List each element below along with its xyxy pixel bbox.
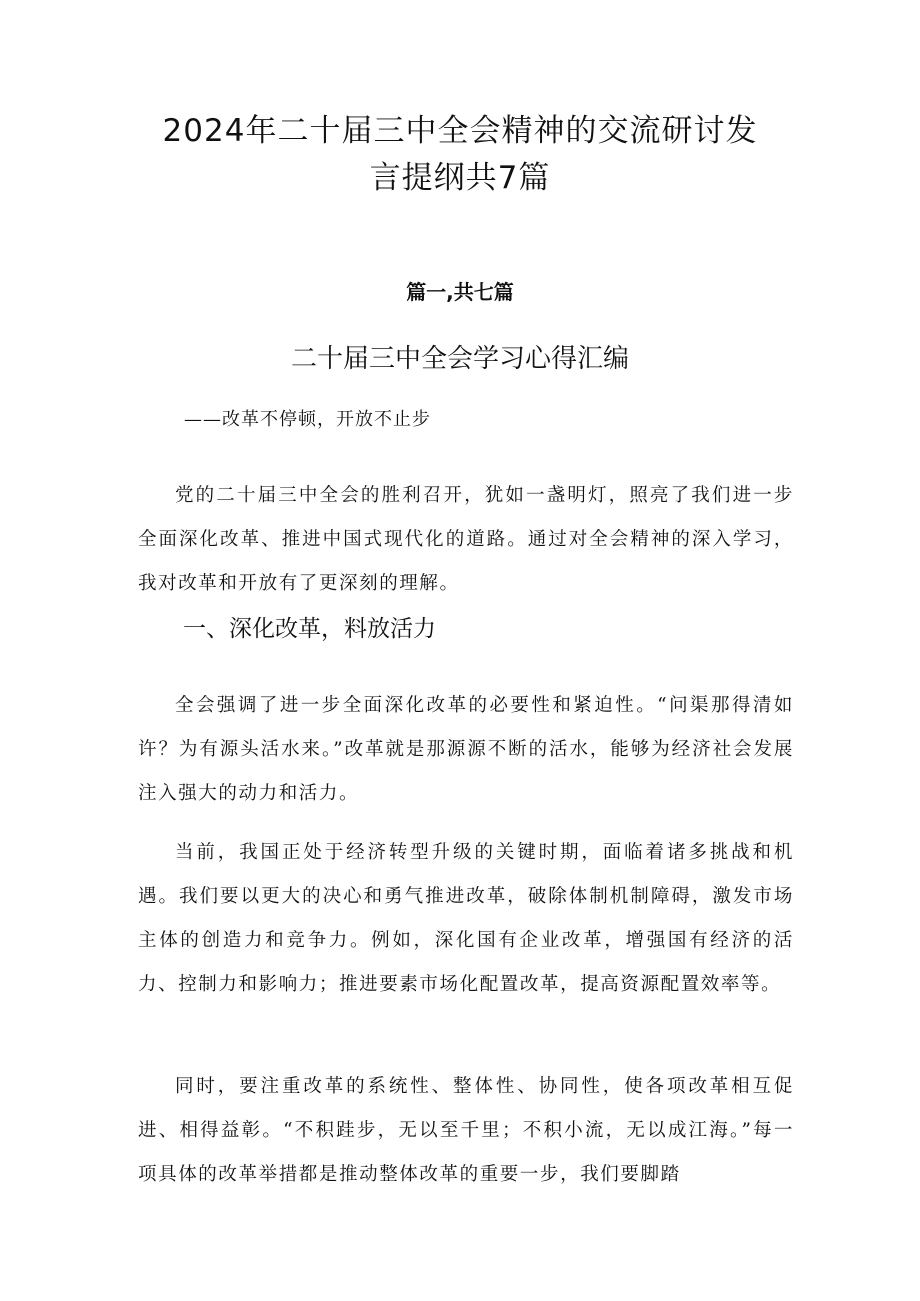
section-label: 篇一,共七篇 [406,280,514,304]
title-line-1: 2024年二十届三中全会精神的交流研讨发 [162,113,758,149]
subheadline: 二十届三中全会学习心得汇编 [290,344,629,374]
paragraph-3: 当前，我国正处于经济转型升级的关键时期，面临着诸多挑战和机遇。我们要以更大的决心和勇气推进改革，破除体制机制障碍，激发市场主体的创造力和竞争力。例如，深化国有企业改革，增强国有经济的活力、控制力和影响力；推进要素市场化配置改革，提高资源配置效率等。 [138,841,794,995]
epigraph: ——改革不停顿，开放不止步 [184,409,431,430]
document-title [0,108,920,202]
paragraph-4: 同时，要注重改革的系统性、整体性、协同性，使各项改革相互促进、相得益彰。“不积跬步，无以至千里；不积小流，无以成江海。”每一项具体的改革举措都是推动整体改革的重要一步，我们要脚踏 [138,1075,794,1185]
title-line-2: 言提纲共7篇 [369,160,551,196]
paragraph-2: 全会强调了进一步全面深化改革的必要性和紧迫性。“问渠那得清如许？为有源头活水来。”改革就是那源源不断的活水，能够为经济社会发展注入强大的动力和活力。 [138,694,794,804]
section-heading: 一、深化改革，料放活力 [183,616,436,642]
paragraph-intro: 党的二十届三中全会的胜利召开，犹如一盏明灯，照亮了我们进一步全面深化改革、推进中国式现代化的道路。通过对全会精神的深入学习，我对改革和开放有了更深刻的理解。 [138,484,794,594]
